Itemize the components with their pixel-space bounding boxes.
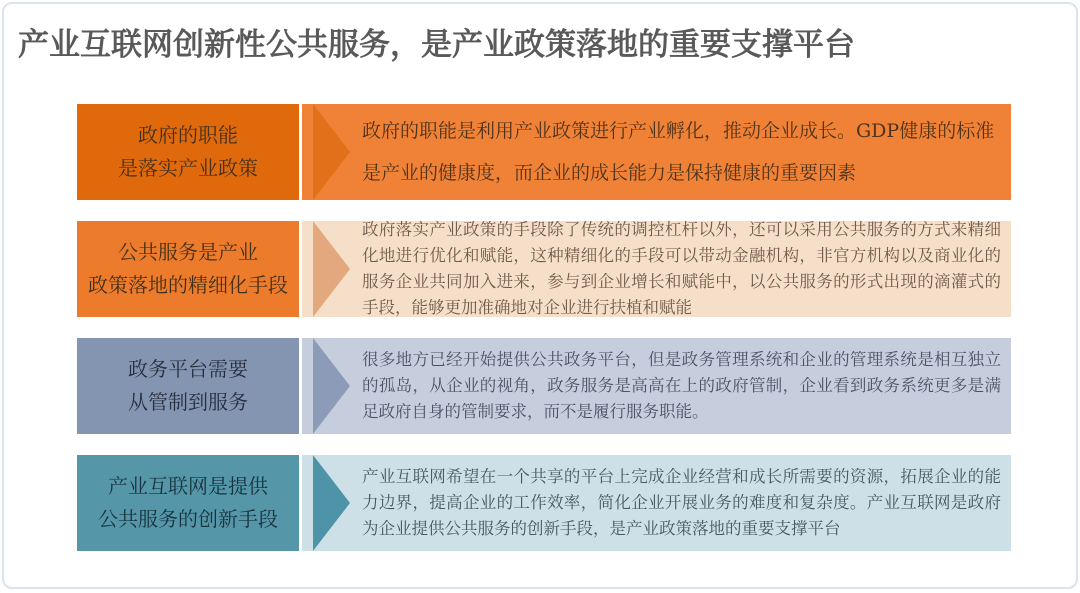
row-label-line: 政策落地的精细化手段 <box>88 273 288 297</box>
row-label-line: 公共服务是产业 <box>118 240 258 264</box>
row-label-box <box>77 455 299 551</box>
row-label-line: 政府的职能 <box>138 123 238 147</box>
slide-card <box>2 2 1078 589</box>
row-industrial-internet <box>77 455 1011 551</box>
row-label-box <box>77 104 299 200</box>
row-description: 很多地方已经开始提供公共政务平台，但是政务管理系统和企业的管理系统是相互独立的孤岛，从企业的视角，政务服务是高高在上的政府管制，企业看到政务系统更多是满足政府自身的管制要求，而不是履行服务职能。 <box>362 350 1001 421</box>
rows-container <box>77 104 1011 572</box>
row-description-box <box>302 221 1011 317</box>
row-public-service-means <box>77 221 1011 317</box>
row-label-box <box>77 221 299 317</box>
row-description-box <box>302 455 1011 551</box>
row-label-line: 从管制到服务 <box>128 390 248 414</box>
row-description-box <box>302 104 1011 200</box>
row-label-line: 公共服务的创新手段 <box>98 507 278 531</box>
arrow-right-icon <box>313 338 350 434</box>
row-government-function <box>77 104 1011 200</box>
row-label-line: 政务平台需要 <box>128 357 248 381</box>
row-label-line: 产业互联网是提供 <box>108 474 268 498</box>
row-description: 产业互联网希望在一个共享的平台上完成企业经营和成长所需要的资源，拓展企业的能力边界，提高企业的工作效率，简化企业开展业务的难度和复杂度。产业互联网是政府为企业提供公共服务的创新手段，是产业政策落地的重要支撑平台 <box>362 467 1001 538</box>
row-label-line: 是落实产业政策 <box>118 156 258 180</box>
row-gov-platform <box>77 338 1011 434</box>
arrow-right-icon <box>313 104 350 200</box>
arrow-right-icon <box>313 455 350 551</box>
row-description-box <box>302 338 1011 434</box>
row-description: 政府落实产业政策的手段除了传统的调控杠杆以外，还可以采用公共服务的方式来精细化地进行优化和赋能，这种精细化的手段可以带动金融机构，非官方机构以及商业化的服务企业共同加入进来，参与到企业增长和赋能中，以公共服务的形式出现的滴灌式的手段，能够更加准确地对企业进行扶植和赋能 <box>362 220 1001 317</box>
arrow-right-icon <box>313 221 350 317</box>
page-title: 产业互联网创新性公共服务，是产业政策落地的重要支撑平台 <box>18 27 855 62</box>
row-label-box <box>77 338 299 434</box>
row-description: 政府的职能是利用产业政策进行产业孵化，推动企业成长。GDP健康的标准是产业的健康度，而企业的成长能力是保持健康的重要因素 <box>362 120 995 184</box>
